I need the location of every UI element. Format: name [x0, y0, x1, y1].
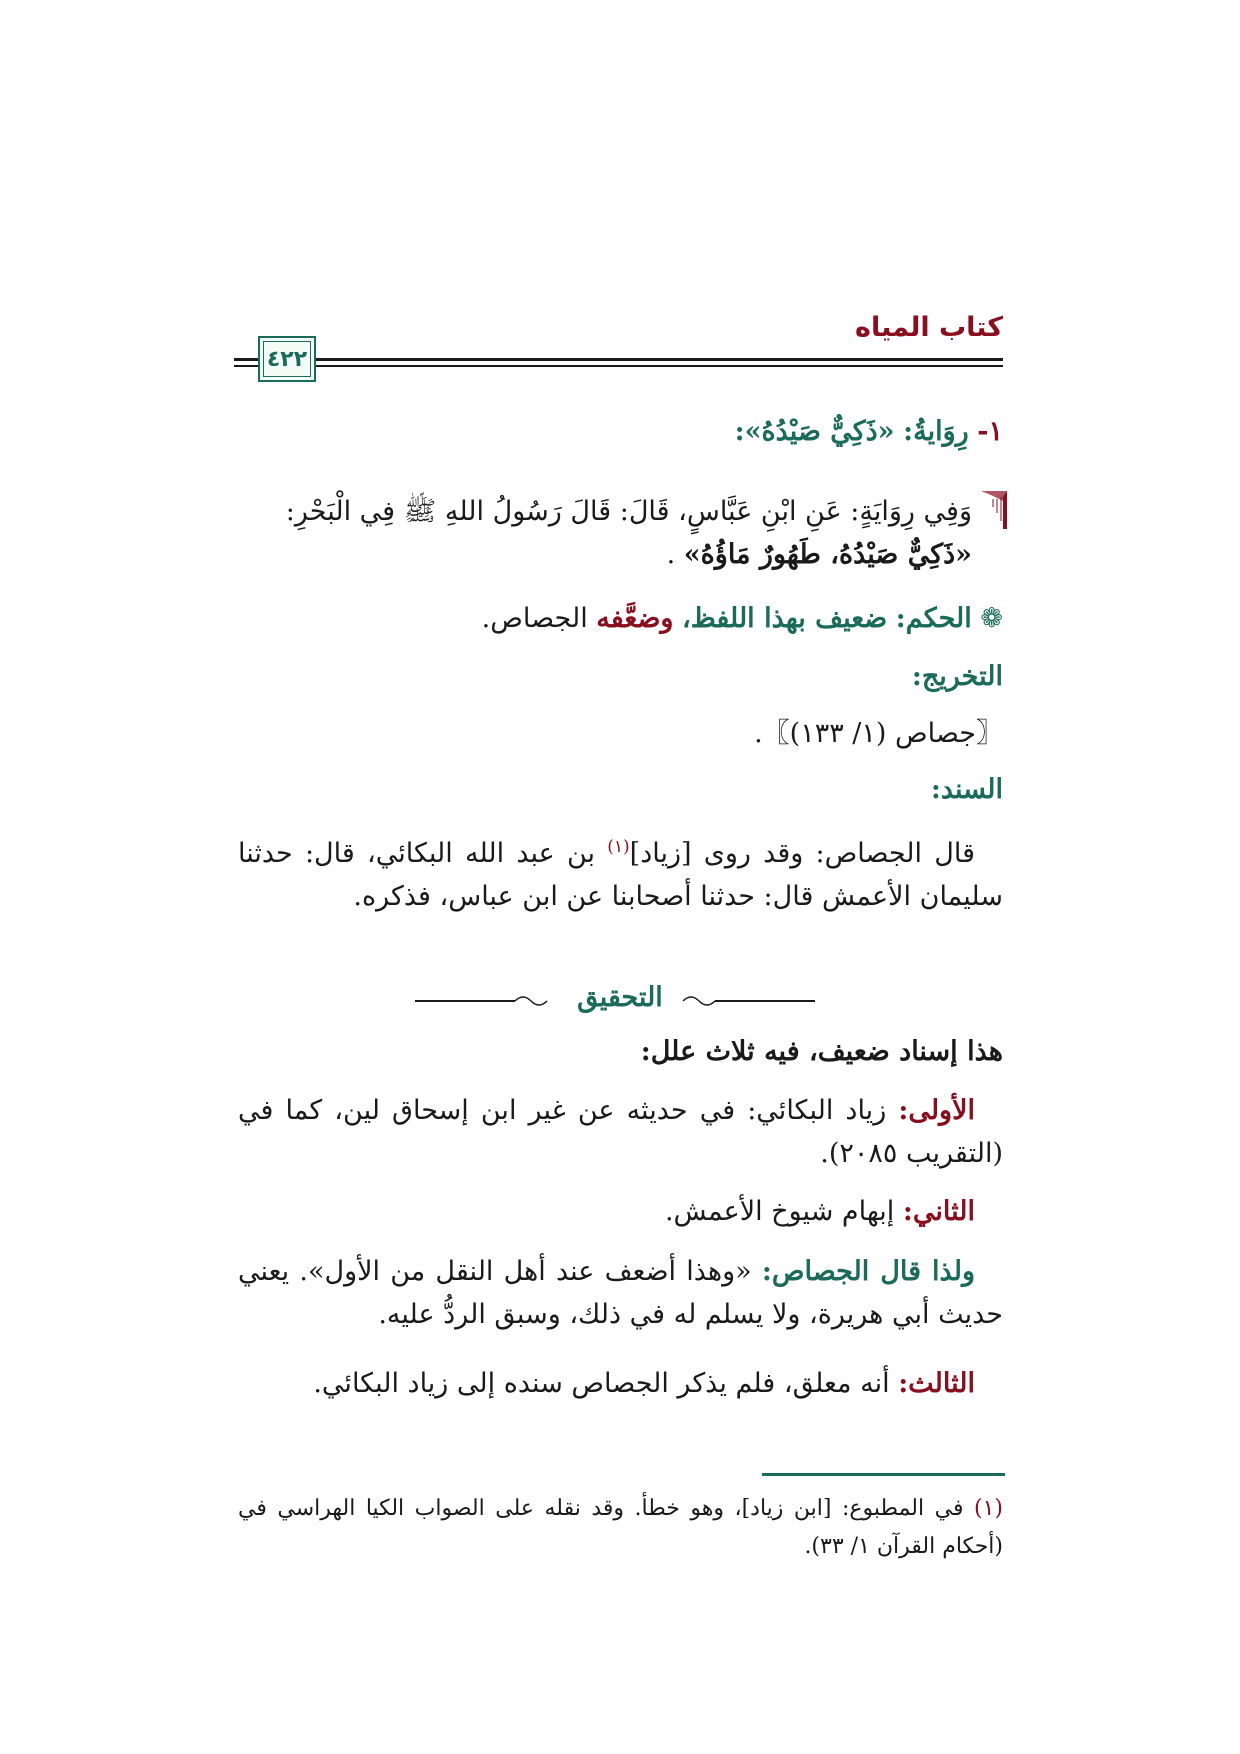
therefore-text: «وهذا أضعف عند أهل النقل من الأول». يعني حديث أبي هريرة، ولا يسلم له في ذلك، وسبق الردُّ عليه.: [238, 1256, 1003, 1330]
narration-quote-line: [238, 533, 972, 576]
sanad-text-before: قال الجصاص: وقد روى [زياد]: [629, 838, 975, 869]
footnote-marker: (١): [974, 1496, 1004, 1521]
first-text: زياد البكائي: في حديثه عن غير ابن إسحاق لين، كما في (التقريب ٢٠٨٥).: [238, 1095, 1003, 1169]
narration: [238, 490, 972, 576]
section-heading: [238, 410, 1003, 453]
footnote-text: في المطبوع: [ابن زياد]، وهو خطأ. وقد نقله على الصواب الكيا الهراسي في (أحكام القرآن ١/ ٣٣).: [238, 1496, 1003, 1559]
sanad-text-after: بن عبد الله البكائي، قال: حدثنا سليمان الأعمش قال: حدثنا أصحابنا عن ابن عباس، فذكره.: [238, 838, 1003, 912]
header-rule: [234, 365, 254, 367]
heading-quote: «ذَكِيٌّ صَيْدُهُ»:: [734, 416, 895, 447]
ruling-label: الحكم:: [895, 603, 972, 634]
ruling-verdict: ضعيف بهذا اللفظ،: [682, 603, 888, 634]
page-number: ٤٢٢: [266, 346, 308, 372]
takhrij-source: [238, 712, 1003, 755]
flower-icon: ❁: [980, 603, 1003, 634]
page-number-badge: [258, 336, 316, 382]
second-text: إبهام شيوخ الأعمش.: [664, 1196, 895, 1227]
takhrij-heading: [238, 655, 1003, 698]
sanad-paragraph: [238, 826, 1003, 918]
heading-number: ١-: [977, 416, 1003, 447]
tahqiq-intro-text: هذا إسناد ضعيف، فيه ثلاث علل:: [640, 1036, 1003, 1067]
reason-first: [238, 1089, 1003, 1175]
footnote-ref: (١): [607, 837, 630, 857]
book-title: كتاب المياه: [855, 312, 1003, 343]
heading-label: رِوَايةُ:: [903, 416, 969, 447]
narration-quote: «ذَكِيٌّ صَيْدُهُ، طَهُورٌ مَاؤُهُ»: [683, 539, 972, 570]
first-label: الأولى:: [898, 1095, 975, 1126]
narration-line: وَفِي رِوَايَةٍ: عَنِ ابْنِ عَبَّاسٍ، قَالَ: قَالَ رَسُولُ اللهِ ﷺ فِي الْبَحْرِ:: [285, 496, 972, 527]
jassas-comment: [238, 1250, 1003, 1336]
header-rule: [253, 365, 1003, 367]
page-header: [234, 312, 1003, 402]
sanad-label: السند:: [930, 774, 1003, 805]
header-rule: [253, 358, 1003, 361]
reason-second: [238, 1190, 1003, 1233]
ruling-weakened: وضعَّفه: [596, 603, 674, 634]
corner-ornament-icon: [977, 491, 1007, 529]
second-label: الثاني:: [902, 1196, 975, 1227]
sanad-heading: [238, 768, 1003, 811]
ruling-line: [238, 597, 1003, 640]
takhrij-label: التخريج:: [911, 661, 1003, 692]
tahqiq-intro: [238, 1030, 1003, 1073]
ruling-rest: الجصاص.: [481, 603, 588, 634]
separator-label: التحقيق: [577, 982, 663, 1013]
therefore-label: ولذا قال الجصاص:: [761, 1256, 975, 1287]
third-label: الثالث:: [898, 1368, 975, 1399]
header-rule: [234, 358, 254, 361]
takhrij-source-text: 〖جصاص (١/ ١٣٣)〗.: [754, 718, 1003, 749]
reason-third: [238, 1362, 1003, 1405]
narration-end: .: [666, 539, 676, 570]
footnote-rule: [762, 1473, 1005, 1476]
third-text: أنه معلق، فلم يذكر الجصاص سنده إلى زياد البكائي.: [313, 1368, 890, 1399]
footnote: [238, 1490, 1003, 1566]
